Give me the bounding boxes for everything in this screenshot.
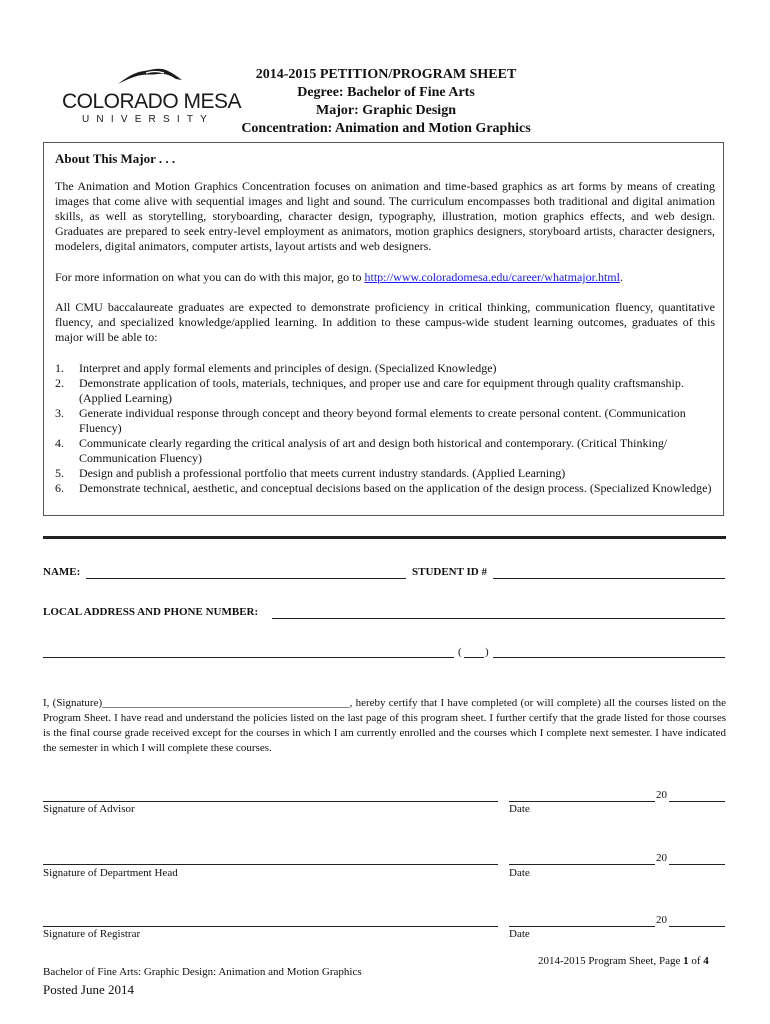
list-item [55, 406, 715, 436]
list-item [55, 361, 715, 376]
list-item-number: 3. [55, 406, 64, 420]
list-item [55, 436, 715, 466]
name-field[interactable] [86, 578, 406, 579]
page-indicator-prefix: 2014-2015 Program Sheet, Page [538, 955, 684, 967]
page-total: 4 [703, 955, 709, 967]
phone-close-paren: ) [485, 646, 489, 658]
department-head-signature-field[interactable] [43, 864, 498, 865]
address-label: LOCAL ADDRESS AND PHONE NUMBER: [43, 606, 259, 618]
list-item-text: Generate individual response through concept and theory beyond formal elements to create personal content. (Communication Fluency) [79, 406, 686, 435]
learning-outcomes-list [55, 361, 715, 496]
phone-field[interactable] [493, 657, 725, 658]
list-item-number: 5. [55, 466, 64, 480]
list-item-number: 4. [55, 436, 64, 450]
footer-program-name: Bachelor of Fine Arts: Graphic Design: Animation and Motion Graphics [43, 966, 362, 978]
page-number: 1 [683, 955, 689, 967]
advisor-year-prefix: 20 [656, 789, 667, 801]
list-item-text: Communicate clearly regarding the critical analysis of art and design both historical and contemporary. (Critical Thinking/ Communication Fluency) [79, 436, 668, 465]
header-major: Major: Graphic Design [316, 103, 456, 118]
registrar-signature-label: Signature of Registrar [43, 928, 141, 940]
list-item-number: 1. [55, 361, 64, 375]
list-item-number: 6. [55, 481, 64, 495]
advisor-year-field[interactable] [669, 801, 725, 802]
list-item-text: Demonstrate technical, aesthetic, and conceptual decisions based on the application of the design process. (Specialized Knowledge) [79, 481, 712, 495]
advisor-signature-label: Signature of Advisor [43, 803, 135, 815]
list-item-text: Design and publish a professional portfolio that meets current industry standards. (Applied Learning) [79, 466, 566, 480]
header-title: 2014-2015 PETITION/PROGRAM SHEET [255, 67, 517, 82]
section-divider [43, 536, 726, 539]
about-paragraph-2-end: . [619, 270, 623, 284]
about-title: About This Major . . . [55, 151, 176, 166]
student-id-label: STUDENT ID # [412, 566, 487, 578]
registrar-date-field[interactable] [509, 926, 655, 927]
advisor-date-field[interactable] [509, 801, 655, 802]
registrar-signature-field[interactable] [43, 926, 498, 927]
about-major-box [43, 142, 724, 516]
advisor-signature-field[interactable] [43, 801, 498, 802]
certification-statement: I, (Signature)_____________________________________________, hereby certify that I have completed (or will complete) all the courses listed on the Program Sheet. I have read and understand the policies listed on the last page of this program sheet. I further certify that the grade listed for those courses is the final course grade received except for the courses in which I am currently enrolled and the courses which I complete next semester. I have indicated the semester in which I will complete these courses. [43, 697, 726, 754]
student-id-field[interactable] [493, 578, 725, 579]
department-head-year-field[interactable] [669, 864, 725, 865]
department-head-date-label: Date [509, 867, 530, 879]
about-paragraph-2 [55, 270, 715, 285]
advisor-date-label: Date [509, 803, 530, 815]
registrar-date-label: Date [509, 928, 530, 940]
document-header [228, 66, 544, 138]
department-head-year-prefix: 20 [656, 852, 667, 864]
area-code-field[interactable] [464, 657, 484, 658]
header-degree: Degree: Bachelor of Fine Arts [297, 85, 475, 100]
list-item-text: Demonstrate application of tools, materials, techniques, and proper use and care for equipment through quality craftsmanship. (Applied Learning) [79, 376, 684, 405]
list-item-number: 2. [55, 376, 64, 390]
registrar-year-field[interactable] [669, 926, 725, 927]
registrar-year-prefix: 20 [656, 914, 667, 926]
page-indicator-of: of [688, 955, 704, 967]
about-paragraph-2-text: For more information on what you can do with this major, go to [55, 270, 365, 284]
about-paragraph-3: All CMU baccalaureate graduates are expected to demonstrate proficiency in critical thinking, communication fluency, quantitative fluency, and specialized knowledge/applied learning. In addition to these campus-wide student learning outcomes, graduates of this major will be able to: [55, 300, 715, 344]
name-label: NAME: [43, 566, 81, 578]
list-item [55, 376, 715, 406]
list-item [55, 481, 715, 496]
mesa-mountain-icon [118, 66, 182, 86]
header-concentration: Concentration: Animation and Motion Graphics [241, 121, 531, 136]
department-head-signature-label: Signature of Department Head [43, 867, 178, 879]
phone-open-paren: ( [458, 646, 462, 658]
career-link[interactable]: http://www.coloradomesa.edu/career/whatmajor.html [364, 270, 620, 284]
list-item-text: Interpret and apply formal elements and principles of design. (Specialized Knowledge) [79, 361, 497, 375]
about-paragraph-1: The Animation and Motion Graphics Concentration focuses on animation and time-based graphics as art forms by means of creating images that come alive with sequential images and light and sound. The curriculum encompasses both traditional and digital animation skills, as well as storytelling, storyboarding, character design, typography, illustration, motion graphics effects, and web design. Graduates are prepared to seek entry-level employment as animators, motion graphics designers, storyboard artists, character designers, modelers, digital animators, computer artists, layout artists and web designers. [55, 179, 715, 253]
university-logo [62, 66, 242, 126]
address-line-2-field[interactable] [43, 657, 454, 658]
address-field[interactable] [272, 618, 725, 619]
logo-university: UNIVERSITY [82, 114, 215, 125]
logo-name: COLORADO MESA [62, 90, 242, 113]
posted-date: Posted June 2014 [43, 982, 134, 997]
page-indicator [538, 955, 709, 967]
list-item [55, 466, 715, 481]
department-head-date-field[interactable] [509, 864, 655, 865]
